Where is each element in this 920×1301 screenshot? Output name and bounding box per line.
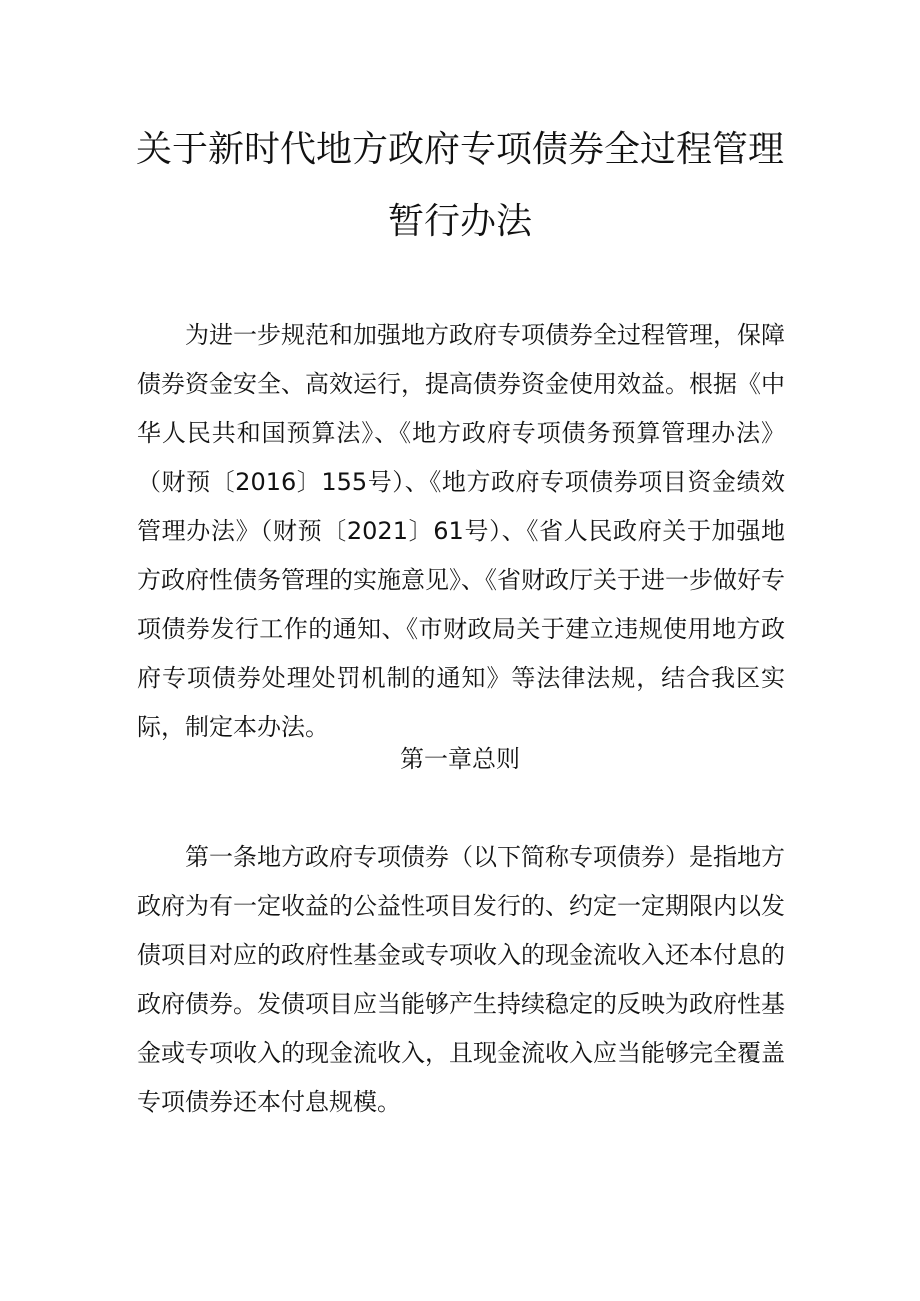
document-title-line-1: 关于新时代地方政府专项债券全过程管理 [135,129,784,170]
article-1-paragraph: 第一条地方政府专项债券（以下简称专项债券）是指地方政府为有一定收益的公益性项目发行的、约定一定期限内以发债项目对应的政府性基金或专项收入的现金流收入还本付息的政府债券。发债项目应当能够产生持续稳定的反映为政府性基金或专项收入的现金流收入，且现金流收入应当能够完全覆盖专项债券还本付息规模。 [137,843,785,1116]
document-title-line-2: 暂行办法 [387,201,532,242]
chapter-heading: 第一章总则 [400,745,520,773]
intro-paragraph: 为进一步规范和加强地方政府专项债券全过程管理，保障债券资金安全、高效运行，提高债券资金使用效益。根据《中华人民共和国预算法》、《地方政府专项债务预算管理办法》（财预〔2016〕155号）、《地方政府专项债券项目资金绩效管理办法》（财预〔2021〕61号）、《省人民政府关于加强地方政府性债务管理的实施意见》、《省财政厅关于进一步做好专项债券发行工作的通知、《市财政局关于建立违规使用地方政府专项债券处理处罚机制的通知》等法律法规，结合我区实际，制定本办法。 [137,321,785,741]
